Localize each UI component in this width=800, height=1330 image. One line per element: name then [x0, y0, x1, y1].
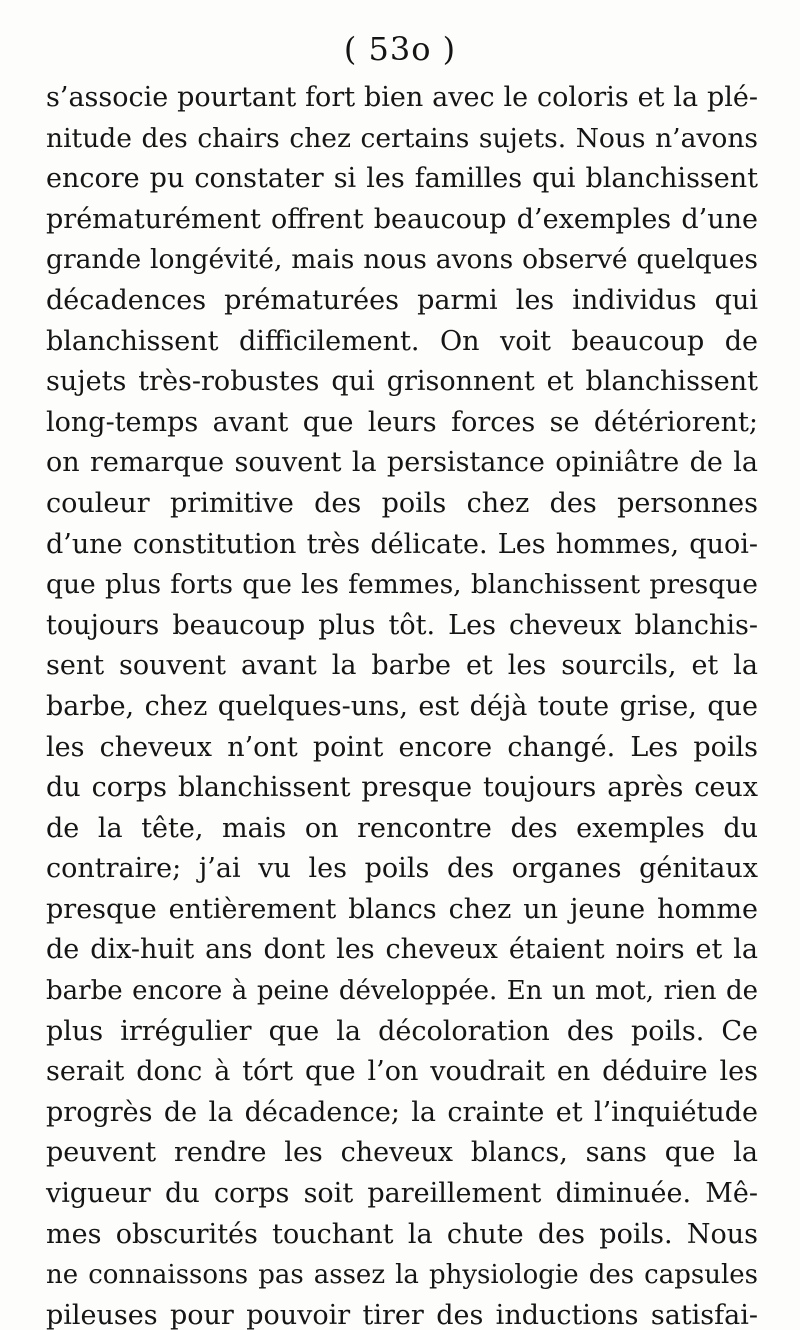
text-line: ne connaissons pas assez la physiologie des capsules [46, 1260, 758, 1291]
text-line: encore pu constater si les familles qui blanchissent [46, 163, 758, 195]
text-line: de dix-huit ans dont les cheveux étaient noirs et la [46, 934, 758, 966]
text-line: que plus forts que les femmes, blanchissent presque [46, 569, 758, 601]
text-line: vigueur du corps soit pareillement diminuée. Mê- [46, 1178, 758, 1210]
text-line: on remarque souvent la persistance opiniâtre de la [46, 447, 758, 479]
text-line: contraire; j’ai vu les poils des organes génitaux [46, 853, 758, 885]
text-line: les cheveux n’ont point encore changé. Les poils [46, 731, 758, 763]
text-line: toujours beaucoup plus tôt. Les cheveux blanchis- [46, 609, 758, 641]
text-line: presque entièrement blancs chez un jeune homme [46, 893, 758, 925]
text-line: couleur primitive des poils chez des personnes [46, 487, 758, 519]
text-line: d’une constitution très délicate. Les hommes, quoi- [46, 528, 758, 560]
text-line: sujets très-robustes qui grisonnent et blanchissent [46, 366, 758, 398]
text-line: nitude des chairs chez certains sujets. Nous n’avons [46, 122, 758, 154]
text-line: barbe, chez quelques-uns, est déjà toute grise, que [46, 690, 758, 722]
text-line: serait donc à tórt que l’on voudrait en déduire les [46, 1056, 758, 1088]
page-number: ( 53o ) [343, 30, 457, 68]
text-line: s’associe pourtant fort bien avec le coloris et la plé- [46, 82, 758, 113]
text-line: grande longévité, mais nous avons observé quelques [46, 244, 758, 276]
text-line: prématurément offrent beaucoup d’exemples d’une [46, 203, 758, 235]
text-line: peuvent rendre les cheveux blancs, sans que la [46, 1137, 758, 1169]
text-line: plus irrégulier que la décoloration des poils. Ce [46, 1015, 758, 1047]
text-line: sent souvent avant la barbe et les sourcils, et la [46, 650, 758, 682]
text-line: de la tête, mais on rencontre des exemples du [46, 812, 758, 844]
text-line: du corps blanchissent presque toujours après ceux [46, 772, 758, 804]
text-line: long-temps avant que leurs forces se détériorent; [46, 406, 758, 438]
text-line: progrès de la décadence; la crainte et l’inquiétude [46, 1096, 758, 1128]
text-line: barbe encore à peine développée. En un mot, rien de [46, 976, 758, 1007]
text-line: mes obscurités touchant la chute des poils. Nous [46, 1218, 758, 1250]
text-line: décadences prématurées parmi les individus qui [46, 284, 758, 316]
text-line: blanchissent difficilement. On voit beaucoup de [46, 325, 758, 357]
body-text [46, 78, 758, 1330]
text-line: pileuses pour pouvoir tirer des inductions satisfai- [46, 1299, 758, 1330]
